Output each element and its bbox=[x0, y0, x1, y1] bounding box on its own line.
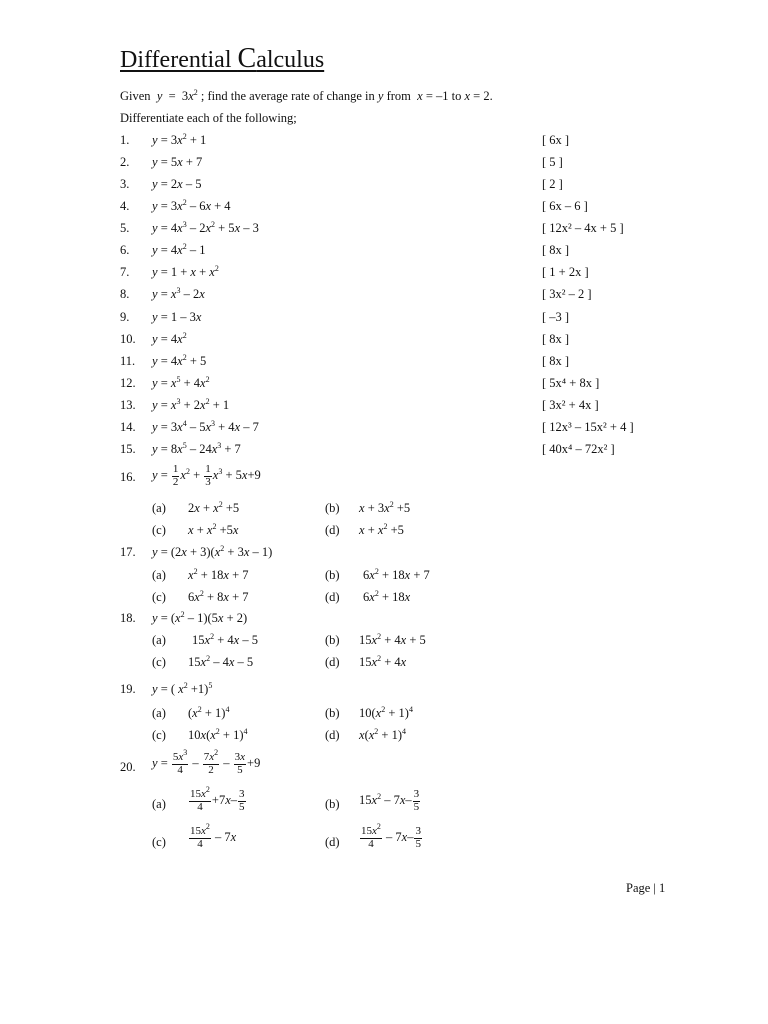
problem-equation: y = ( $x^2 +1)^5$ bbox=[152, 681, 213, 696]
problem-equation: y = 1 – 3x bbox=[152, 310, 202, 324]
intro-given: Given $y = 3x^2$ ; find the average rate of change in y from x = –1 to x = 2. bbox=[120, 88, 493, 103]
problem-equation: $y = (2x + 3)(x^2 + 3x - 1)$ bbox=[152, 544, 273, 559]
problem-number: 5. bbox=[120, 221, 130, 235]
problem-equation: $y = 1 + x + x^2$ bbox=[152, 264, 219, 279]
option-value: $x + x^2 +5$ bbox=[359, 522, 404, 537]
option-value: $6x^2 + 8x + 7$ bbox=[188, 589, 249, 604]
option-label: (b) bbox=[325, 706, 340, 720]
option-label: (c) bbox=[152, 655, 166, 669]
option-label: (a) bbox=[152, 706, 166, 720]
option-value: $\frac{15x^2}{4}$ +7x– $\frac{3}{5}$ bbox=[190, 785, 245, 813]
problem-equation: $y = 3x^4 - 5x^3 + 4x - 7$ bbox=[152, 419, 259, 434]
option-value: $15x^2 - 7x-$ $\frac{3}{5}$ bbox=[359, 788, 420, 813]
problem-answer: [ 2 ] bbox=[542, 177, 563, 191]
problem-answer: [ 6x ] bbox=[542, 133, 570, 147]
option-label: (a) bbox=[152, 633, 166, 647]
option-value: $6x^2 + 18x$ bbox=[363, 589, 411, 604]
option-value: $15x^2 + 4x$ bbox=[359, 654, 407, 669]
option-value: $x + 3x^2 +5$ bbox=[359, 500, 411, 515]
problem-answer: [ 12x³ – 15x² + 4 ] bbox=[542, 420, 634, 434]
problem-number: 16. bbox=[120, 470, 136, 484]
problem-number: 7. bbox=[120, 265, 130, 279]
option-value: $15x^2 + 4x + 5$ bbox=[359, 632, 426, 647]
problem-number: 11. bbox=[120, 354, 136, 368]
problem-number: 8. bbox=[120, 287, 130, 301]
problem-equation: $y = 8x^5 - 24x^3 + 7$ bbox=[152, 441, 241, 456]
option-value: $6x^2 + 18x + 7$ bbox=[363, 567, 430, 582]
problem-equation: $y = x^3 + 2x^2 + 1$ bbox=[152, 397, 230, 412]
problem-number: 17. bbox=[120, 545, 136, 559]
problem-number: 9. bbox=[120, 310, 130, 324]
problem-equation: $y = x^5 + 4x^2$ bbox=[152, 375, 210, 390]
problem-equation: y = 5x + 7 bbox=[152, 155, 203, 169]
problem-answer: [ 5 ] bbox=[542, 155, 563, 169]
problem-answer: [ 1 + 2x ] bbox=[542, 265, 589, 279]
option-label: (a) bbox=[152, 797, 166, 811]
problem-answer: [ 3x² + 4x ] bbox=[542, 398, 599, 412]
problem-answer: [ 5x⁴ + 8x ] bbox=[542, 376, 600, 390]
problem-answer: [ 8x ] bbox=[542, 243, 570, 257]
problem-equation: $y = 4x^2 - 1$ bbox=[152, 242, 206, 257]
problem-number: 1. bbox=[120, 133, 130, 147]
option-label: (b) bbox=[325, 501, 340, 515]
option-value: $15x^2 - 4x - 5$ bbox=[188, 654, 254, 669]
problem-number: 6. bbox=[120, 243, 130, 257]
problem-number: 13. bbox=[120, 398, 136, 412]
page-number: Page | 1 bbox=[626, 881, 666, 895]
problem-number: 2. bbox=[120, 155, 130, 169]
option-label: (c) bbox=[152, 590, 166, 604]
option-label: (c) bbox=[152, 523, 166, 537]
problem-answer: [ 3x² – 2 ] bbox=[542, 287, 592, 301]
problem-number: 10. bbox=[120, 332, 136, 346]
option-label: (b) bbox=[325, 633, 340, 647]
problem-answer: [ 12x² – 4x + 5 ] bbox=[542, 221, 624, 235]
problem-answer: [ –3 ] bbox=[542, 310, 570, 324]
problem-number: 14. bbox=[120, 420, 136, 434]
problem-equation: $y = 3x^2 - 6x + 4$ bbox=[152, 198, 231, 213]
problem-equation: $y = 4x^2 + 5$ bbox=[152, 353, 207, 368]
option-label: (c) bbox=[152, 835, 166, 849]
problem-number: 18. bbox=[120, 611, 136, 625]
intro-instruction: Differentiate each of the following; bbox=[120, 111, 297, 125]
problem-number: 19. bbox=[120, 682, 136, 696]
problem-equation: y = $\frac{5x^3}{4}$ – $\frac{7x^2}{2}$ – $\frac{3x}{5}$ +9 bbox=[152, 748, 261, 776]
problem-equation: y = 2x – 5 bbox=[152, 177, 202, 191]
problem-answer: [ 8x ] bbox=[542, 332, 570, 346]
problem-answer: [ 8x ] bbox=[542, 354, 570, 368]
option-label: (a) bbox=[152, 501, 166, 515]
problem-equation: $y = 3x^2 + 1$ bbox=[152, 132, 207, 147]
problem-number: 4. bbox=[120, 199, 130, 213]
problem-answer: [ 6x – 6 ] bbox=[542, 199, 588, 213]
option-value: $10x(x^2 + 1)^4$ bbox=[188, 727, 248, 742]
option-value: $x^2 + 18x + 7$ bbox=[188, 567, 249, 582]
option-value: $10(x^2 + 1)^4$ bbox=[359, 705, 413, 720]
problem-equation: $y = x^3 - 2x$ bbox=[152, 286, 205, 301]
option-label: (c) bbox=[152, 728, 166, 742]
problem-equation: $y = 4x^2$ bbox=[152, 331, 187, 346]
problem-number: 20. bbox=[120, 760, 136, 774]
problem-number: 15. bbox=[120, 442, 136, 456]
option-label: (d) bbox=[325, 655, 340, 669]
option-value: $(x^2 + 1)^4$ bbox=[188, 705, 230, 720]
option-value: $x(x^2 + 1)^4$ bbox=[359, 727, 407, 742]
option-label: (d) bbox=[325, 728, 340, 742]
page-title: Differential Calculus bbox=[120, 43, 325, 74]
option-label: (d) bbox=[325, 590, 340, 604]
option-value: $15x^2 + 4x - 5$ bbox=[192, 632, 258, 647]
option-value: $2x + x^2 +5$ bbox=[188, 500, 240, 515]
option-label: (a) bbox=[152, 568, 166, 582]
option-value: $\frac{15x^2}{4}$ – 7x bbox=[190, 822, 237, 850]
problem-equation: $y = 4x^3 - 2x^2 + 5x - 3$ bbox=[152, 220, 259, 235]
problem-number: 12. bbox=[120, 376, 136, 390]
option-label: (b) bbox=[325, 568, 340, 582]
problem-equation: y = $\frac{1}{2}$ $x^2$ + $\frac{1}{3}$ $x^3 + 5x+9$ bbox=[152, 463, 261, 488]
problem-answer: [ 40x⁴ – 72x² ] bbox=[542, 442, 615, 456]
option-value: $x + x^2 +5x$ bbox=[188, 522, 239, 537]
problem-number: 3. bbox=[120, 177, 130, 191]
option-value: $\frac{15x^2}{4}$ – 7x– $\frac{3}{5}$ bbox=[361, 822, 421, 850]
problem-equation: $y = (x^2 - 1)(5x + 2)$ bbox=[152, 610, 248, 625]
option-label: (b) bbox=[325, 797, 340, 811]
option-label: (d) bbox=[325, 523, 340, 537]
option-label: (d) bbox=[325, 835, 340, 849]
